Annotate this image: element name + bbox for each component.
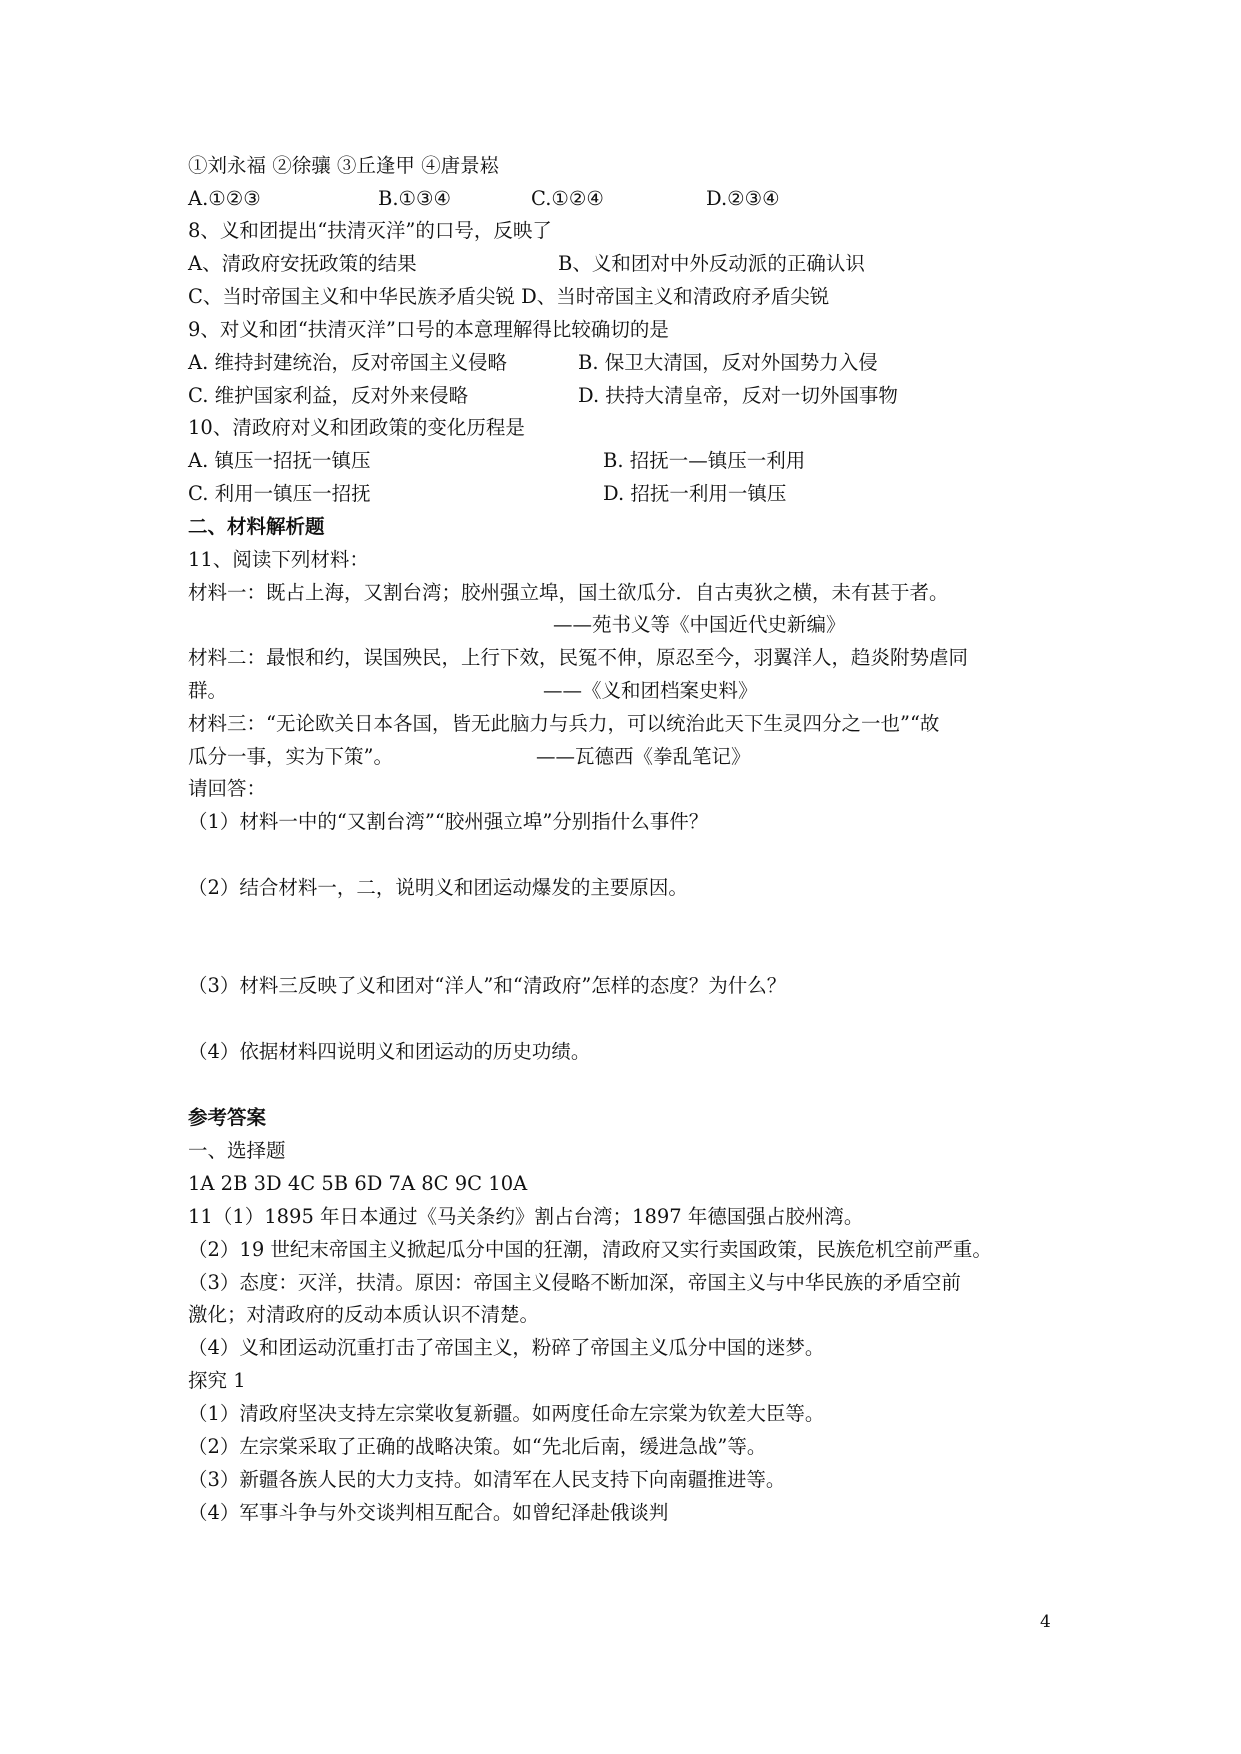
material-three-line1: 材料三：“无论欧关日本各国，皆无此脑力与兵力，可以统治此天下生灵四分之一也”“故 bbox=[188, 712, 940, 735]
material-two-source: ——《义和团档案史料》 bbox=[543, 679, 758, 702]
q7-items: ①刘永福 ②徐骧 ③丘逢甲 ④唐景崧 bbox=[188, 154, 500, 177]
q7-options bbox=[188, 186, 1088, 212]
q7-option-a: A.①②③ bbox=[188, 187, 261, 210]
q10-option-d: D. 招抚一利用一镇压 bbox=[603, 482, 787, 505]
explore-item-1: （1）清政府坚决支持左宗棠收复新疆。如两度任命左宗棠为钦差大臣等。 bbox=[188, 1402, 825, 1425]
q10-stem: 10、清政府对义和团政策的变化历程是 bbox=[188, 416, 525, 439]
explore-item-3: （3）新疆各族人民的大力支持。如清军在人民支持下向南疆推进等。 bbox=[188, 1468, 786, 1491]
q8-options-cd: C、当时帝国主义和中华民族矛盾尖锐 D、当时帝国主义和清政府矛盾尖锐 bbox=[188, 285, 830, 308]
q7-option-b: B.①③④ bbox=[378, 187, 451, 210]
q11-intro: 11、阅读下列材料： bbox=[188, 548, 369, 571]
answers-heading: 参考答案 bbox=[188, 1106, 267, 1129]
answer-11-1: 11（1）1895 年日本通过《马关条约》割占台湾；1897 年德国强占胶州湾。 bbox=[188, 1205, 864, 1228]
material-three-source: ——瓦德西《拳乱笔记》 bbox=[536, 745, 751, 768]
q10-option-c: C. 利用一镇压一招抚 bbox=[188, 482, 371, 505]
material-one-source: ——苑书义等《中国近代史新编》 bbox=[553, 613, 846, 636]
choice-answer-keys: 1A 2B 3D 4C 5B 6D 7A 8C 9C 10A bbox=[188, 1172, 528, 1195]
q7-option-c: C.①②④ bbox=[531, 187, 604, 210]
q8-option-a: A、清政府安抚政策的结果 bbox=[188, 252, 417, 275]
explore-item-2: （2）左宗棠采取了正确的战略决策。如“先北后南，缓进急战”等。 bbox=[188, 1435, 767, 1458]
q10-options-cd bbox=[188, 481, 1088, 507]
material-three-line2 bbox=[188, 744, 1088, 770]
q9-options-cd bbox=[188, 383, 1088, 409]
material-one: 材料一：既占上海，又割台湾；胶州强立埠，国土欲瓜分．自古夷狄之横，未有甚于者。 bbox=[188, 581, 949, 604]
q8-option-b: B、义和团对中外反动派的正确认识 bbox=[558, 252, 865, 275]
q9-option-d: D. 扶持大清皇帝，反对一切外国事物 bbox=[578, 384, 898, 407]
answer-prompt: 请回答： bbox=[188, 777, 267, 800]
page-number: 4 bbox=[1040, 1612, 1051, 1632]
answer-11-2: （2）19 世纪末帝国主义掀起瓜分中国的狂潮，清政府又实行卖国政策，民族危机空前严重。 bbox=[188, 1238, 992, 1261]
material-three-tail: 瓜分一事，实为下策”。 bbox=[188, 745, 393, 768]
answer-11-4: （4）义和团运动沉重打击了帝国主义，粉碎了帝国主义瓜分中国的迷梦。 bbox=[188, 1336, 825, 1359]
sub-question-2: （2）结合材料一，二，说明义和团运动爆发的主要原因。 bbox=[188, 876, 688, 899]
q10-option-b: B. 招抚一—镇压一利用 bbox=[603, 449, 806, 472]
q10-options-ab bbox=[188, 448, 1088, 474]
q7-option-d: D.②③④ bbox=[706, 187, 780, 210]
q9-stem: 9、对义和团“扶清灭洋”口号的本意理解得比较确切的是 bbox=[188, 318, 669, 341]
sub-question-4: （4）依据材料四说明义和团运动的历史功绩。 bbox=[188, 1040, 591, 1063]
material-two-line2 bbox=[188, 678, 1088, 704]
q10-option-a: A. 镇压一招抚一镇压 bbox=[188, 449, 371, 472]
explore-heading: 探究 1 bbox=[188, 1369, 246, 1392]
section2-heading: 二、材料解析题 bbox=[188, 515, 325, 538]
material-two-tail: 群。 bbox=[188, 679, 228, 702]
answer-11-3-line1: （3）态度：灭洋，扶清。原因：帝国主义侵略不断加深，帝国主义与中华民族的矛盾空前 bbox=[188, 1271, 961, 1294]
explore-item-4: （4）军事斗争与外交谈判相互配合。如曾纪泽赴俄谈判 bbox=[188, 1501, 669, 1524]
sub-question-3: （3）材料三反映了义和团对“洋人”和“清政府”怎样的态度？为什么？ bbox=[188, 974, 787, 997]
q9-option-c: C. 维护国家利益，反对外来侵略 bbox=[188, 384, 469, 407]
q9-options-ab bbox=[188, 350, 1088, 376]
material-two-line1: 材料二：最恨和约，误国殃民，上行下效，民冤不伸，原忍至今，羽翼洋人，趋炎附势虐同 bbox=[188, 646, 969, 669]
q8-options-ab bbox=[188, 251, 1088, 277]
choice-answers-heading: 一、选择题 bbox=[188, 1139, 286, 1162]
answer-11-3-line2: 激化；对清政府的反动本质认识不清楚。 bbox=[188, 1303, 540, 1326]
q8-stem: 8、义和团提出“扶清灭洋”的口号，反映了 bbox=[188, 219, 552, 242]
q9-option-b: B. 保卫大清国，反对外国势力入侵 bbox=[578, 351, 878, 374]
q9-option-a: A. 维持封建统治，反对帝国主义侵略 bbox=[188, 351, 507, 374]
sub-question-1: （1）材料一中的“又割台湾”“胶州强立埠”分别指什么事件？ bbox=[188, 810, 709, 833]
